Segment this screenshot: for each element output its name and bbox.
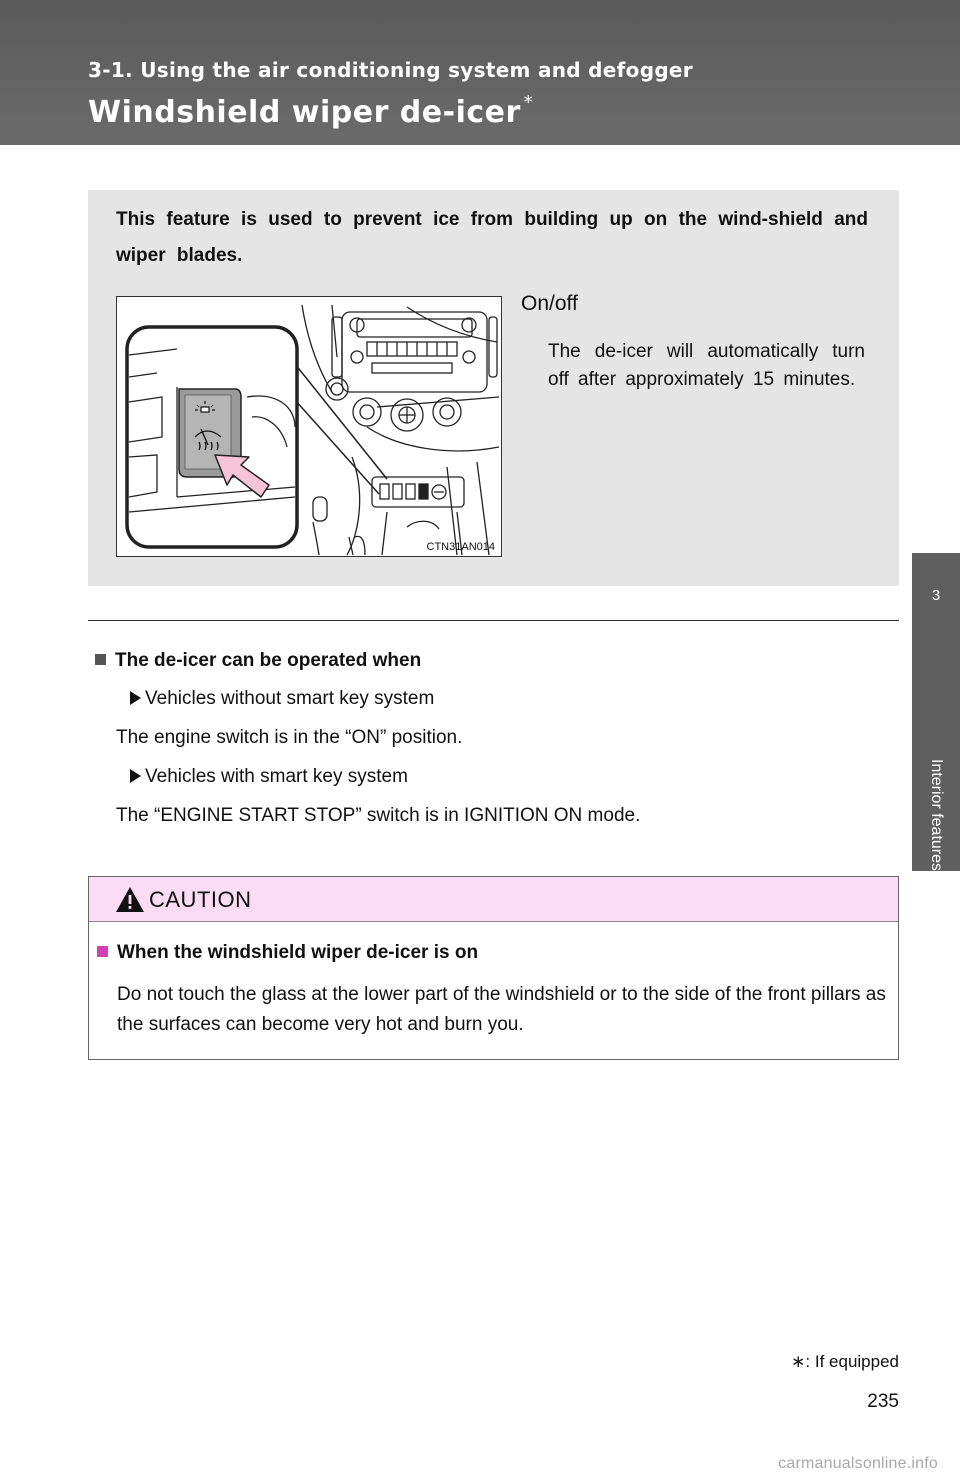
onoff-label: On/off [521,292,578,315]
notes-heading-text: The de-icer can be operated when [115,650,422,671]
feature-box [88,190,899,586]
chapter-number: 3 [931,587,941,604]
page-number: 235 [867,1391,899,1412]
chapter-label: Interior features [928,758,945,872]
caution-text: Do not touch the glass at the lower part of the windshield or to the side of the front pillars as the surfaces can become very hot and burn you. [117,984,886,1035]
footnote: ∗: If equipped [791,1352,899,1371]
bullet-text: Vehicles with smart key system [145,766,408,787]
section-divider [88,620,899,621]
notes-heading [95,650,421,672]
page-title [88,92,533,130]
onoff-description: The de-icer will automatically turn off after approximately 15 minutes. [548,341,865,390]
square-bullet-icon [95,654,106,665]
deicer-switch-illustration [116,296,502,557]
square-bullet-icon [97,946,108,957]
dashboard-drawing [117,297,501,556]
triangle-bullet-icon [130,769,141,783]
if-equipped-mark: * [523,92,534,113]
caution-header [89,877,898,922]
note-text: The engine switch is in the “ON” position. [116,727,463,748]
triangle-bullet-icon [130,691,141,705]
caution-label: CAUTION [149,887,252,912]
warning-triangle-icon [115,886,145,913]
list-item [130,688,434,710]
feature-intro: This feature is used to prevent ice from building up on the wind-shield and wiper blades. [116,209,868,266]
section-title: 3-1. Using the air conditioning system and defogger [88,58,693,82]
bullet-text: Vehicles without smart key system [145,688,435,709]
illustration-code: CTN31AN014 [426,541,495,553]
watermark: carmanualsonline.info [778,1455,938,1472]
note-text: The “ENGINE START STOP” switch is in IGNITION ON mode. [116,805,641,826]
page-header [0,0,960,145]
page-title-text: Windshield wiper de-icer [88,95,521,130]
chapter-tab [912,553,960,871]
caution-box [88,876,899,1060]
caution-subheading [97,942,478,964]
caution-subheading-text: When the windshield wiper de-icer is on [117,942,479,963]
list-item [130,766,408,788]
